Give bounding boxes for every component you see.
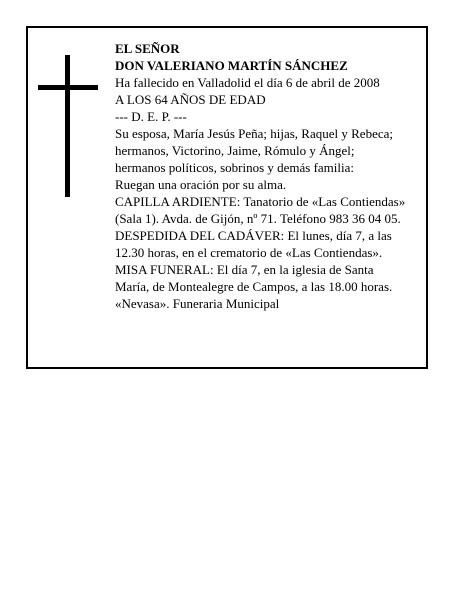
chapel-line-2: (Sala 1). Avda. de Gijón, nº 71. Teléfono 983 36 04 05. (115, 211, 401, 226)
chapel-line-1: CAPILLA ARDIENTE: Tanatorio de «Las Contiendas» (115, 194, 406, 209)
title-line-2: DON VALERIANO MARTÍN SÁNCHEZ (115, 58, 348, 73)
rip-line: --- D. E. P. --- (115, 109, 187, 124)
family-line-1: Su esposa, María Jesús Peña; hijas, Raquel y Rebeca; (115, 126, 393, 141)
mass-line-2: María, de Montealegre de Campos, a las 18.00 horas. (115, 279, 393, 294)
title-line-1: EL SEÑOR (115, 41, 180, 56)
farewell-line-2: 12.30 horas, en el crematorio de «Las Contiendas». (115, 245, 383, 260)
cross-icon (38, 55, 98, 197)
age-line: A LOS 64 AÑOS DE EDAD (115, 92, 266, 107)
death-announcement: Ha fallecido en Valladolid el día 6 de abril de 2008 (115, 75, 380, 90)
mass-line-1: MISA FUNERAL: El día 7, en la iglesia de Santa (115, 262, 374, 277)
farewell-line-1: DESPEDIDA DEL CADÁVER: El lunes, día 7, a las (115, 228, 392, 243)
funeral-home-line: «Nevasa». Funeraria Municipal (115, 296, 280, 311)
cross-horizontal-bar (38, 85, 98, 90)
cross-vertical-bar (65, 55, 70, 197)
family-line-3: hermanos políticos, sobrinos y demás familia: (115, 160, 355, 175)
family-line-2: hermanos, Victorino, Jaime, Rómulo y Ángel; (115, 143, 355, 158)
obituary-notice (26, 26, 428, 369)
prayer-request: Ruegan una oración por su alma. (115, 177, 287, 192)
notice-text (115, 40, 427, 312)
